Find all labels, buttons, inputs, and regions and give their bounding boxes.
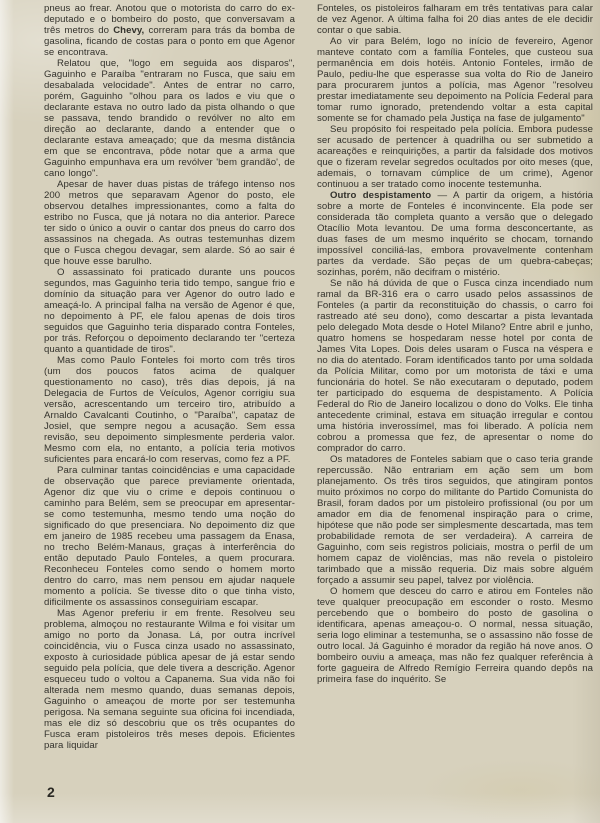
- paragraph: [44, 465, 295, 608]
- paragraph: [44, 3, 295, 58]
- text-run: — A partir da origem, a história sobre a morte de Fonteles é inconvincente. Ela pode ser considerada tão completa quanto a versão que o delegado Otacílio Mota levantou. De uma forma desconcertante, as duas fases de um mesmo inquérito se chocam, tornando impossível conciliá-las, embora provavelmente contenham partes da verdade. São peças de um quebra-cabeças; sozinhas, porém, não decifram o mistério.: [317, 190, 593, 278]
- paragraph: [44, 179, 295, 267]
- text-run: Os matadores de Fonteles sabiam que o caso teria grande repercussão. Não entrariam em ação sem um bom planejamento. Os três tiros seguidos, que atingiram pontos muito próximos no corpo do militante do Partido Comunista do Brasil, foram dados por um pistoleiro profissional (ou por um amador em dia de fenomenal inspiração para o crime, hipótese que não pode ser simplesmente descartada, mas tem probabilidade remota de ser verdadeira). A carreira de Gaguinho, com seis registros policiais, mostra o perfil de um homem capaz de violências, mas não revela o pistoleiro tarimbado que a missão requeria. Diz mais sobre alguém forçado a assumir seu papel, talvez por violência.: [317, 454, 593, 586]
- text-run: Apesar de haver duas pistas de tráfego intenso nos 200 metros que separavam Agenor do posto, ele observou detalhes impressionantes, como a falta do estribo no Fusca, que já notara no dia anterior. Parece ter sido o único a ouvir o cantar dos pneus do carro dos assassinos na chegada. As outras testemunhas dizem que o Fusca chegou devagar, sem alarde. Só ao sair é que houve esse barulho.: [44, 179, 295, 267]
- text-column-left: [44, 3, 295, 751]
- paragraph: [44, 608, 295, 751]
- bold-text-run: Outro despistamento: [330, 190, 432, 201]
- text-run: Relatou que, "logo em seguida aos disparos", Gaguinho e Paraíba "entraram no Fusca, que saiu em desabalada velocidade". Antes de entrar no carro, porém, Gaguinho "olhou para os lados e viu que o declarante estava no outro lado da pista olhando o que se passava, tendo brandido o revólver no alto em direção ao declarante, dando a entender que o declarante estava ameaçado; que da mesma distância em que se encontrava, pôde notar que a arma que Gaguinho empunhava era um revólver 'bem grandão', de cano longo".: [44, 58, 295, 179]
- text-run: Mas Agenor preferiu ir em frente. Resolveu seu problema, almoçou no restaurante Wilma e foi visitar um amigo no porto da Jonasa. Lá, por outra incrível coincidência, viu o Fusca cinza usado no assassinato, exposto à curiosidade pública apesar de já estar sendo seguido pela polícia, que dele tivera a descrição. Agenor esqueceu tudo o voltou a Capanema. Sua vida não foi alterada nem mesmo quando, duas semanas depois, Gaguinho o ameaçou de morte por ser testemunha perigosa. Na semana seguinte sua oficina foi incendiada, mas ele diz só descobriu que os três ocupantes do Fusca eram pistoleiros três meses depois. Eficientes para liquidar: [44, 608, 295, 751]
- text-run: Se não há dúvida de que o Fusca cinza incendiado num ramal da BR-316 era o carro usado pelos assassinos de Fonteles (a partir da reconstituição do chassis, o carro foi rastreado até seu dono), como descartar a pista levantada pelo delegado Mota desde o Hotel Milano? Entre abril e junho, quatro homens se hospedaram nesse hotel por conta de James Vita Lopes. Dois deles usaram o Fusca na véspera e no dia do atentado. Foram identificados tanto por uma soldada da Polícia Militar, como por um motorista de táxi e uma funcionária do hotel. Se não executaram o deputado, podem ter participado do esquema de despistamento. A Polícia Federal do Rio de Janeiro localizou o dono do Volks. Ele tinha antecedente criminal, estava em situação irregular e contou uma história inverossímel, mas foi liberado. A polícia nem cobrou a promessa que fez, de apresentar o nome do comprador do carro.: [317, 278, 593, 454]
- paragraph: [317, 454, 593, 586]
- page-number: 2: [47, 784, 55, 800]
- paragraph: [44, 355, 295, 465]
- paragraph: [44, 58, 295, 179]
- paragraph: [44, 267, 295, 355]
- bold-text-run: Chevy,: [113, 25, 145, 36]
- text-column-right: [317, 3, 593, 751]
- paragraph: [317, 586, 593, 685]
- text-run: Fonteles, os pistoleiros falharam em três tentativas para calar de vez Agenor. A última falha foi 20 dias antes de ele decidir contar o que sabia.: [317, 3, 593, 36]
- text-run: Seu propósito foi respeitado pela polícia. Embora pudesse ser acusado de pertencer à quadrilha ou ser submetido a acareações e reinquirições, a partir da falsidade dos motivos que o fizeram revelar segredos ocultados por oito meses (que, ademais, o tornavam cúmplice de um crime), Agenor continuou a ser tratado como inocente testemunha.: [317, 124, 593, 190]
- text-run: pneus ao frear. Anotou que o motorista do carro do ex-deputado e o bombeiro do posto, que conversavam a três metros do: [44, 3, 295, 36]
- paragraph: [317, 190, 593, 278]
- text-run: Para culminar tantas coincidências e uma capacidade de observação que parece previamente orientada, Agenor diz que viu o crime e depois continuou o caminho para Belém, sem se preocupar em apresentar-se como testemunha, mesmo tendo uma noção do significado do que presenciara. No depoimento diz que em janeiro de 1985 recebeu uma passagem da Enasa, no trecho Belém-Manaus, graças à interferência do então deputado Paulo Fonteles, a quem procurara. Reconheceu Fonteles como sendo o homem morto dentro do carro, mas nem pensou em ajudar naquele momento a polícia. Se tivesse dito o que tinha visto, dificilmente os assassinos conseguiriam escapar.: [44, 465, 295, 608]
- paragraph: [317, 124, 593, 190]
- paragraph: [317, 36, 593, 124]
- text-run: Ao vir para Belém, logo no início de fevereiro, Agenor manteve contato com a família Fonteles, que custeou sua permanência em dois hotéis. Antonio Fonteles, irmão de Paulo, pediu-lhe que esperasse sua volta do Rio de Janeiro para procurarem juntos a polícia, mas Agenor "resolveu prestar imediatamente seu depoimento na Polícia Federal para tomar rumo ignorado, pretendendo voltar a esta capital somente se for chamado pela Justiça na fase de julgamento": [317, 36, 593, 124]
- text-run: correram para trás da bomba de gasolina, ficando de costas para o ponto em que Agenor se encontrava.: [44, 25, 295, 58]
- paragraph: [317, 278, 593, 454]
- paragraph: [317, 3, 593, 36]
- text-columns: [44, 3, 593, 751]
- text-run: O assassinato foi praticado durante uns poucos segundos, mas Gaguinho teria tido tempo, sangue frio e domínio da situação para ver Agenor do outro lado e ameaçá-lo. A principal falha na versão de Agenor é que, no depoimento à PF, ele falou apenas de dois tiros seguidos que Gaguinho teria disparado contra Fonteles, por trás. Reforçou o depoimento declarando ter "certeza quanto a quantidade de tiros".: [44, 267, 295, 355]
- text-run: Mas como Paulo Fonteles foi morto com três tiros (um dos poucos fatos acima de qualquer questionamento no caso), três dias depois, já na Delegacia de Furtos de Veículos, Agenor corrigiu sua versão, acrescentando um terceiro tiro, atribuído a Arnaldo Cavalcanti Coutinho, o "Paraíba", capataz de Josiel, que sempre negou a acusação. Sem essa revisão, seu depoimento simplesmente perderia valor. Mesmo com ela, no entanto, a polícia teria motivos suficientes para encará-lo com reservas, como fez a PF.: [44, 355, 295, 465]
- text-run: O homem que desceu do carro e atirou em Fonteles não teve qualquer preocupação em esconder o rosto. Mesmo percebendo que o bombeiro do posto de gasolina o identificara, apenas ameaçou-o. O normal, nessa situação, seria logo eliminar a testemunha, se o assassino não fosse de outro local. Já Gaguinho é morador da região há nove anos. O bombeiro ouviu a ameaça, mas não fez qualquer referência à forte gagueira de Alfredo Remígio Ferreira quando depôs na primeira fase do inquérito. Se: [317, 586, 593, 685]
